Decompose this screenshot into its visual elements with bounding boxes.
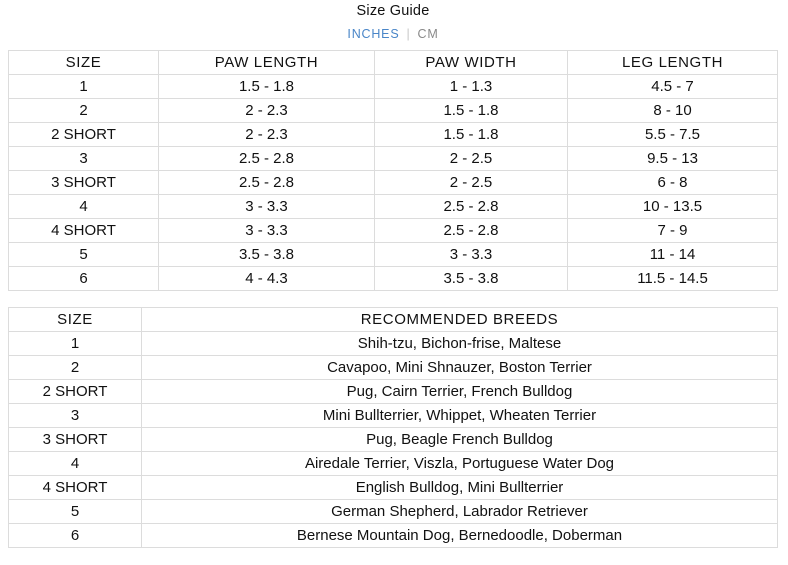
- unit-option-inches[interactable]: INCHES: [347, 27, 400, 41]
- table-row: [9, 75, 778, 99]
- cell-leg-length: 4.5 - 7: [568, 75, 778, 99]
- unit-separator: |: [406, 27, 411, 41]
- cell-breeds: English Bulldog, Mini Bullterrier: [142, 476, 778, 500]
- table-row: [9, 123, 778, 147]
- cell-size: 6: [9, 267, 159, 291]
- cell-leg-length: 8 - 10: [568, 99, 778, 123]
- recommended-breeds-table: [8, 307, 778, 548]
- table-row: [9, 524, 778, 548]
- unit-toggle: [0, 27, 786, 41]
- cell-breeds: Pug, Beagle French Bulldog: [142, 428, 778, 452]
- table-row: [9, 267, 778, 291]
- cell-leg-length: 7 - 9: [568, 219, 778, 243]
- table-row: [9, 147, 778, 171]
- table-header-row: [9, 51, 778, 75]
- cell-paw-length: 3 - 3.3: [159, 195, 375, 219]
- cell-paw-width: 2.5 - 2.8: [375, 219, 568, 243]
- cell-leg-length: 5.5 - 7.5: [568, 123, 778, 147]
- table-row: [9, 500, 778, 524]
- cell-size: 4 SHORT: [9, 219, 159, 243]
- cell-size: 5: [9, 243, 159, 267]
- table-row: [9, 243, 778, 267]
- cell-leg-length: 9.5 - 13: [568, 147, 778, 171]
- cell-size: 2: [9, 356, 142, 380]
- cell-size: 2 SHORT: [9, 380, 142, 404]
- cell-paw-length: 2 - 2.3: [159, 99, 375, 123]
- cell-paw-width: 1 - 1.3: [375, 75, 568, 99]
- cell-leg-length: 11.5 - 14.5: [568, 267, 778, 291]
- table-row: [9, 428, 778, 452]
- cell-size: 2: [9, 99, 159, 123]
- unit-option-cm[interactable]: CM: [417, 27, 439, 41]
- table-header-row: [9, 308, 778, 332]
- cell-paw-width: 1.5 - 1.8: [375, 123, 568, 147]
- cell-size: 1: [9, 332, 142, 356]
- table-row: [9, 380, 778, 404]
- cell-paw-length: 3 - 3.3: [159, 219, 375, 243]
- cell-breeds: Shih-tzu, Bichon-frise, Maltese: [142, 332, 778, 356]
- table-row: [9, 171, 778, 195]
- cell-leg-length: 10 - 13.5: [568, 195, 778, 219]
- cell-paw-width: 2.5 - 2.8: [375, 195, 568, 219]
- cell-size: 5: [9, 500, 142, 524]
- column-header-paw-length: PAW LENGTH: [159, 51, 375, 75]
- cell-size: 1: [9, 75, 159, 99]
- cell-paw-length: 2.5 - 2.8: [159, 171, 375, 195]
- cell-paw-length: 2.5 - 2.8: [159, 147, 375, 171]
- cell-paw-length: 1.5 - 1.8: [159, 75, 375, 99]
- cell-paw-width: 3.5 - 3.8: [375, 267, 568, 291]
- cell-size: 4: [9, 195, 159, 219]
- cell-size: 4 SHORT: [9, 476, 142, 500]
- page-title: Size Guide: [356, 3, 430, 19]
- column-header-recommended-breeds: RECOMMENDED BREEDS: [142, 308, 778, 332]
- column-header-size: SIZE: [9, 51, 159, 75]
- cell-leg-length: 11 - 14: [568, 243, 778, 267]
- cell-size: 4: [9, 452, 142, 476]
- cell-paw-width: 1.5 - 1.8: [375, 99, 568, 123]
- cell-size: 3 SHORT: [9, 171, 159, 195]
- cell-size: 2 SHORT: [9, 123, 159, 147]
- cell-breeds: Bernese Mountain Dog, Bernedoodle, Doberman: [142, 524, 778, 548]
- cell-paw-length: 4 - 4.3: [159, 267, 375, 291]
- table-row: [9, 99, 778, 123]
- column-header-paw-width: PAW WIDTH: [375, 51, 568, 75]
- table-row: [9, 195, 778, 219]
- cell-size: 3: [9, 147, 159, 171]
- cell-breeds: German Shepherd, Labrador Retriever: [142, 500, 778, 524]
- cell-breeds: Cavapoo, Mini Shnauzer, Boston Terrier: [142, 356, 778, 380]
- column-header-leg-length: LEG LENGTH: [568, 51, 778, 75]
- table-row: [9, 356, 778, 380]
- cell-paw-width: 3 - 3.3: [375, 243, 568, 267]
- cell-size: 3: [9, 404, 142, 428]
- size-measurements-table: [8, 50, 778, 291]
- table-row: [9, 404, 778, 428]
- cell-breeds: Pug, Cairn Terrier, French Bulldog: [142, 380, 778, 404]
- table-row: [9, 452, 778, 476]
- table-row: [9, 332, 778, 356]
- cell-size: 3 SHORT: [9, 428, 142, 452]
- cell-size: 6: [9, 524, 142, 548]
- cell-paw-length: 3.5 - 3.8: [159, 243, 375, 267]
- cell-leg-length: 6 - 8: [568, 171, 778, 195]
- table-row: [9, 219, 778, 243]
- cell-paw-width: 2 - 2.5: [375, 147, 568, 171]
- cell-breeds: Mini Bullterrier, Whippet, Wheaten Terrier: [142, 404, 778, 428]
- cell-breeds: Airedale Terrier, Viszla, Portuguese Water Dog: [142, 452, 778, 476]
- column-header-size: SIZE: [9, 308, 142, 332]
- table-row: [9, 476, 778, 500]
- cell-paw-length: 2 - 2.3: [159, 123, 375, 147]
- cell-paw-width: 2 - 2.5: [375, 171, 568, 195]
